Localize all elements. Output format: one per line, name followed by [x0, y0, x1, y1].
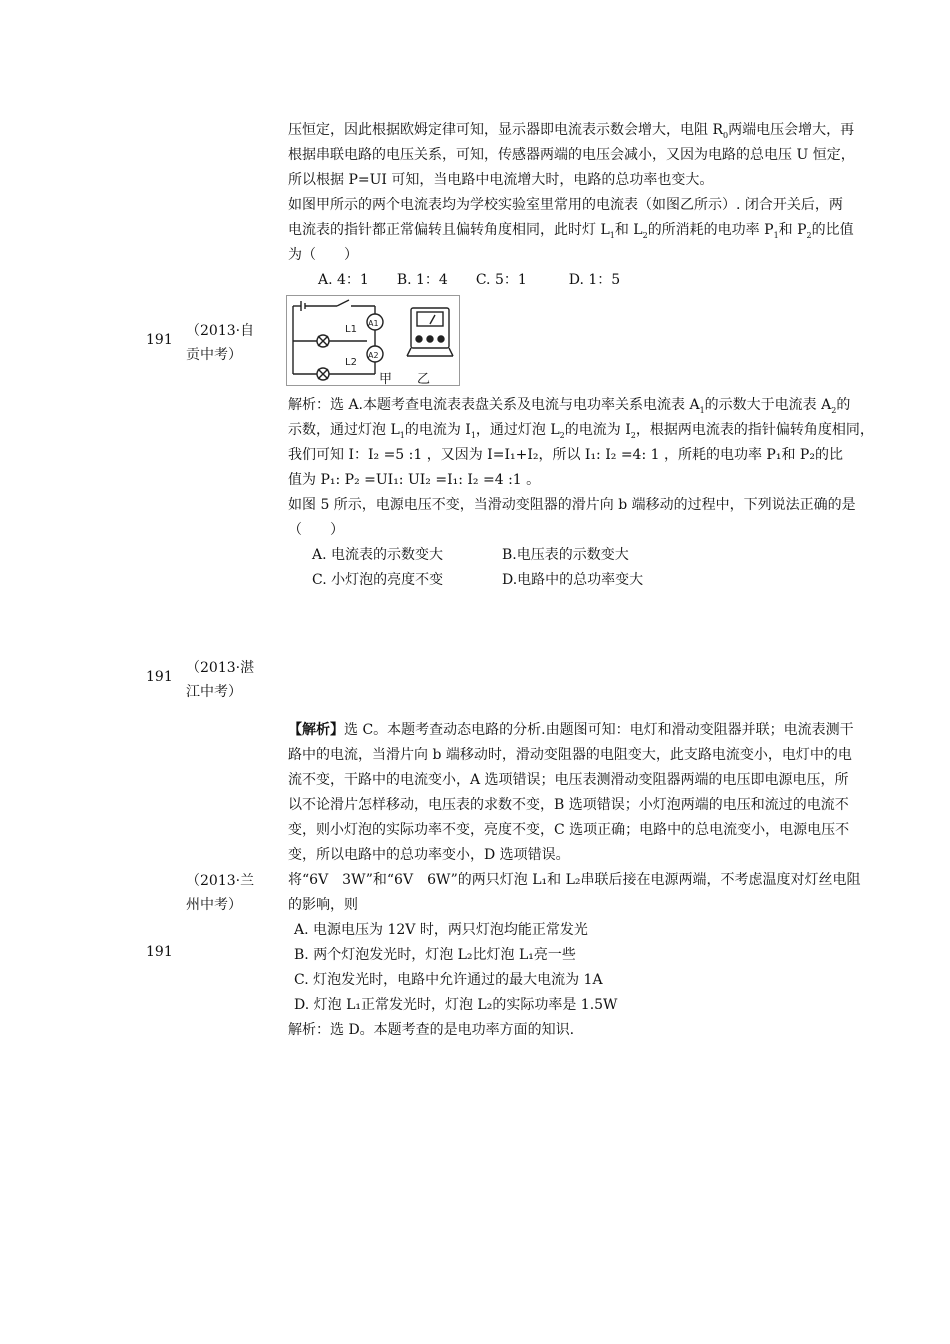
- q2-source: （2013·湛 江中考）: [186, 660, 255, 700]
- q3-option-a: A. 电源电压为 12V 时，两只灯泡均能正常发光: [294, 922, 588, 938]
- q1-circuit-figure: [286, 295, 460, 386]
- q3-stem-line-2: 的影响，则: [288, 897, 358, 913]
- q1-source: （2013·自 贡中考）: [186, 323, 255, 363]
- q2-answer-line-2: 路中的电流，当滑片向 b 端移动时，滑动变阻器的电阻变大，此支路电流变小，电灯中的电: [288, 747, 852, 763]
- q1-answer-line-4: 值为 P₁: P₂ =UI₁: UI₂ =I₁: I₂ =4 :1 。: [288, 472, 541, 488]
- prev-explanation-line-2: 根据串联电路的电压关系，可知，传感器两端的电压会减小，又因为电路的总电压 U 恒定，: [288, 147, 855, 163]
- q3-source: （2013·兰 州中考）: [186, 873, 255, 913]
- q1-stem-line-1: 如图甲所示的两个电流表均为学校实验室里常用的电流表（如图乙所示）. 闭合开关后，两: [288, 197, 843, 213]
- q2-answer-line-3: 流不变，干路中的电流变小，A 选项错误；电压表测滑动变阻器两端的电压即电源电压，所: [288, 772, 849, 788]
- q2-answer-line-6: 变，所以电路中的总功率变小，D 选项错误。: [288, 847, 570, 863]
- q1-answer-line-1: 解析：选 A.本题考查电流表表盘关系及电流与电功率关系电流表 $A_1$的示数大于电流表 $A_2$的: [288, 397, 851, 415]
- q3-option-c: C. 灯泡发光时，电路中允许通过的最大电流为 1A: [294, 972, 603, 988]
- q3-option-b: B. 两个灯泡发光时，灯泡 L₂比灯泡 L₁亮一些: [294, 947, 576, 963]
- q3-answer: 解析：选 D。本题考查的是电功率方面的知识.: [288, 1022, 575, 1038]
- q2-stem-line-1: 如图 5 所示，电源电压不变，当滑动变阻器的滑片向 b 端移动的过程中，下列说法正确的是: [288, 497, 856, 513]
- prev-explanation-line-1: 压恒定，因此根据欧姆定律可知，显示器即电流表示数会增大，电阻 $R_0$两端电压会增大，再: [288, 122, 855, 140]
- q3-number: 191: [146, 944, 173, 960]
- fig-label-l2: L2: [345, 357, 357, 368]
- fig-label-yi: 乙: [417, 372, 431, 387]
- q2-option-d: D.电路中的总功率变大: [502, 572, 644, 588]
- q2-option-a: A. 电流表的示数变大: [312, 547, 444, 563]
- q2-answer-line-4: 以不论滑片怎样移动，电压表的求数不变，B 选项错误；小灯泡两端的电压和流过的电流不: [288, 797, 849, 813]
- fig-label-a2: A2: [368, 351, 379, 360]
- q1-stem-line-2: 电流表的指针都正常偏转且偏转角度相同，此时灯 $L_1$和 $L_2$的所消耗的电功率 $P_1$和 $P_2$的比值: [288, 222, 854, 240]
- q1-stem-line-3: 为（ ）: [288, 247, 358, 263]
- fig-label-l1: L1: [345, 324, 357, 335]
- q2-stem-line-2: （ ）: [288, 522, 344, 538]
- q2-number: 191: [146, 669, 173, 685]
- q2-option-b: B.电压表的示数变大: [502, 547, 629, 563]
- q2-option-c: C. 小灯泡的亮度不变: [312, 572, 444, 588]
- q1-answer-line-2: 示数，通过灯泡 $L_1$的电流为 $I_1$，通过灯泡 $L_2$的电流为 $I_2$，根据两电流表的指针偏转角度相同，: [288, 422, 874, 440]
- q3-option-d: D. 灯泡 L₁正常发光时，灯泡 L₂的实际功率是 1.5W: [294, 997, 618, 1013]
- q1-options: A. 4：1 B. 1：4 C. 5：1 D. 1：5: [318, 272, 621, 288]
- fig-label-jia: 甲: [379, 372, 393, 387]
- circuit-diagram: [287, 296, 459, 385]
- q1-answer-line-3: 我们可知 I：I₂ =5 :1 ，又因为 I=I₁+I₂，所以 I₁: I₂ =4: 1 ，所耗的电功率 P₁和 P₂的比: [288, 447, 843, 463]
- q1-number: 191: [146, 332, 173, 348]
- fig-label-a1: A1: [368, 319, 379, 328]
- q2-answer-line-5: 变，则小灯泡的实际功率不变，亮度不变，C 选项正确；电路中的总电流变小，电源电压不: [288, 822, 850, 838]
- q3-stem-line-1: 将“6V 3W”和“6V 6W”的两只灯泡 L₁和 L₂串联后接在电源两端，不考虑温度对灯丝电阻: [288, 872, 861, 888]
- q2-answer-line-1: 【解析】选 C。本题考查动态电路的分析.由题图可知：电灯和滑动变阻器并联；电流表测干: [288, 722, 854, 738]
- prev-explanation-line-3: 所以根据 P=UI 可知，当电路中电流增大时，电路的总功率也变大。: [288, 172, 714, 188]
